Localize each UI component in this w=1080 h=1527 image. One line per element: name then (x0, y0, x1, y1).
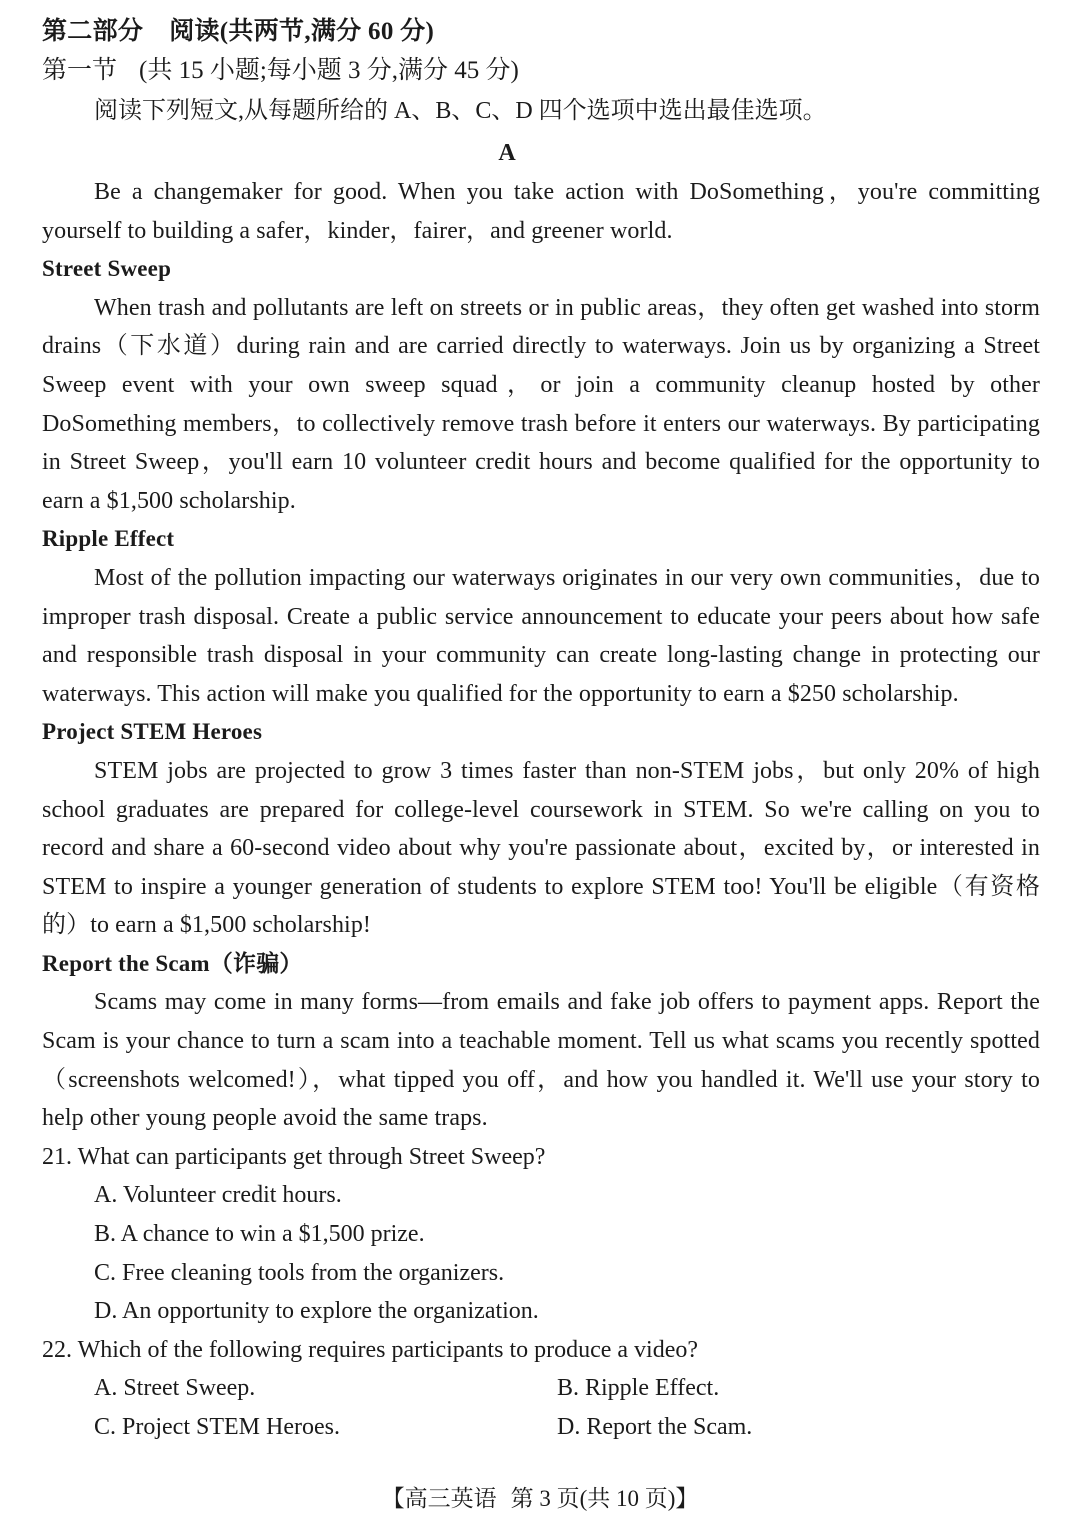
passage-intro-paragraph: Be a changemaker for good. When you take action with DoSomething，you're committing yourself to building a safer，kinder，fairer，and greener world. (42, 179, 1040, 244)
question-22-options-row-2 (42, 1408, 1040, 1447)
section-header (42, 51, 1040, 91)
question-22-options-row-1 (42, 1369, 1040, 1408)
question-22-option-b[interactable]: B. Ripple Effect. (557, 1375, 720, 1402)
part-header (42, 12, 1040, 51)
question-22-option-a[interactable]: A. Street Sweep. (94, 1375, 256, 1402)
question-22-stem: 22. Which of the following requires participants to produce a video? (42, 1336, 699, 1363)
question-21-option-b[interactable]: B. A chance to win a $1,500 prize. (94, 1221, 425, 1248)
page-content (42, 12, 1040, 1447)
instruction-line: 阅读下列短文,从每题所给的 A、B、C、D 四个选项中选出最佳选项。 (94, 98, 827, 124)
section-heading-street-sweep: Street Sweep (42, 256, 172, 282)
section-label: 第一节 (42, 57, 118, 84)
footer-close-bracket: 】 (675, 1486, 699, 1511)
question-21-stem: 21. What can participants get through Street Sweep? (42, 1143, 546, 1170)
footer-subject: 高三英语 (404, 1486, 497, 1511)
section-body-report-the-scam: Scams may come in many forms—from emails and fake job offers to payment apps. Report the Scam is your chance to turn a scam into a teachable moment. Tell us what scams you recently spotted（screenshots welcomed!），what tipped you off，and how you handled it. We'll use your story to help other young people avoid the same traps. (42, 989, 1040, 1132)
section-body-ripple-effect: Most of the pollution impacting our waterways originates in our very own communities，due to improper trash disposal. Create a public service announcement to educate your peers about how safe and responsible trash disposal in your community can create long-lasting change in protecting our waterways. This action will make you qualified for the opportunity to earn a $250 scholarship. (42, 564, 1040, 707)
section-body-project-stem-heroes: STEM jobs are projected to grow 3 times faster than non-STEM jobs，but only 20% of high school graduates are prepared for college-level coursework in STEM. So we're calling on you to record and share a 60-second video about why you're passionate about，excited by，or interested in STEM to inspire a younger generation of students to explore STEM too! You'll be eligible（有资格的）to earn a $1,500 scholarship! (42, 757, 1040, 939)
question-21-option-d[interactable]: D. An opportunity to explore the organization. (94, 1298, 539, 1325)
footer-page-number: 第 3 页(共 10 页) (510, 1486, 676, 1511)
question-22-option-d[interactable]: D. Report the Scam. (557, 1414, 753, 1440)
question-21-option-c[interactable]: C. Free cleaning tools from the organizers. (94, 1259, 505, 1286)
section-heading-ripple-effect: Ripple Effect (42, 526, 175, 552)
footer-open-bracket: 【 (381, 1486, 405, 1511)
section-heading-project-stem-heroes: Project STEM Heroes (42, 719, 263, 745)
question-21-option-a[interactable]: A. Volunteer credit hours. (94, 1182, 342, 1209)
section-heading-report-the-scam: Report the Scam（诈骗） (42, 950, 303, 976)
passage-title: A (498, 140, 516, 166)
section-info: (共 15 小题;每小题 3 分,满分 45 分) (139, 57, 519, 84)
part-label: 第二部分 (42, 18, 144, 45)
part-title: 阅读(共两节,满分 60 分) (169, 18, 435, 45)
question-22-option-c[interactable]: C. Project STEM Heroes. (94, 1414, 340, 1440)
page-footer (0, 1484, 1080, 1514)
section-body-street-sweep: When trash and pollutants are left on streets or in public areas，they often get washed into storm drains（下水道）during rain and are carried directly to waterways. Join us by organizing a Street Sweep event with your own sweep squad，or join a community cleanup hosted by other DoSomething members，to collectively remove trash before it enters our waterways. By participating in Street Sweep，you'll earn 10 volunteer credit hours and become qualified for the opportunity to earn a $1,500 scholarship. (42, 294, 1040, 514)
